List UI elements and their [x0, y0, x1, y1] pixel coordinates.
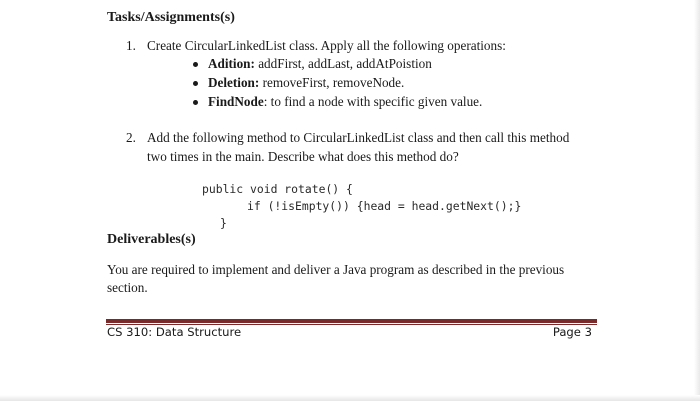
deliverables-line-2: section. — [107, 280, 148, 295]
bullet-item-deletion — [208, 75, 404, 91]
bullet-icon — [193, 81, 198, 86]
deliverables-line-1: You are required to implement and deliver a Java program as described in the previous — [107, 262, 565, 277]
bullet-icon — [193, 62, 198, 67]
task-2-number: 2. — [126, 130, 136, 145]
task-1-number: 1. — [126, 38, 136, 53]
section-heading-deliverables: Deliverables(s) — [107, 232, 196, 247]
code-line-2: if (!isEmpty()) {head = head.getNext();} — [247, 199, 522, 213]
footer-page-number: Page 3 — [552, 325, 592, 339]
bullet-item-addition — [208, 56, 432, 72]
bullet-rest: addFirst, addLast, addAtPoistion — [254, 56, 432, 71]
code-line-1: public void rotate() { — [202, 182, 353, 196]
footer-divider-thick — [106, 319, 597, 323]
page-edge-shadow-bottom — [0, 395, 700, 401]
bullet-label: Adition: — [208, 56, 255, 71]
bullet-rest: removeFirst, removeNode. — [259, 75, 405, 90]
page-edge-shadow-right — [694, 0, 700, 401]
task-2-line-1: Add the following method to CircularLinkedList class and then call this method — [147, 130, 570, 145]
bullet-label: FindNode — [208, 94, 264, 109]
section-heading-tasks: Tasks/Assignments(s) — [107, 10, 235, 25]
code-line-3: } — [220, 216, 227, 230]
bullet-label: Deletion: — [208, 75, 260, 90]
footer-course-name: CS 310: Data Structure — [107, 325, 242, 339]
task-2-line-2: two times in the main. Describe what does this method do? — [147, 149, 459, 164]
bullet-item-findnode — [208, 94, 482, 110]
bullet-icon — [193, 100, 198, 105]
bullet-rest: : to find a node with specific given value. — [263, 94, 483, 109]
task-1-text: Create CircularLinkedList class. Apply all the following operations: — [147, 38, 506, 53]
